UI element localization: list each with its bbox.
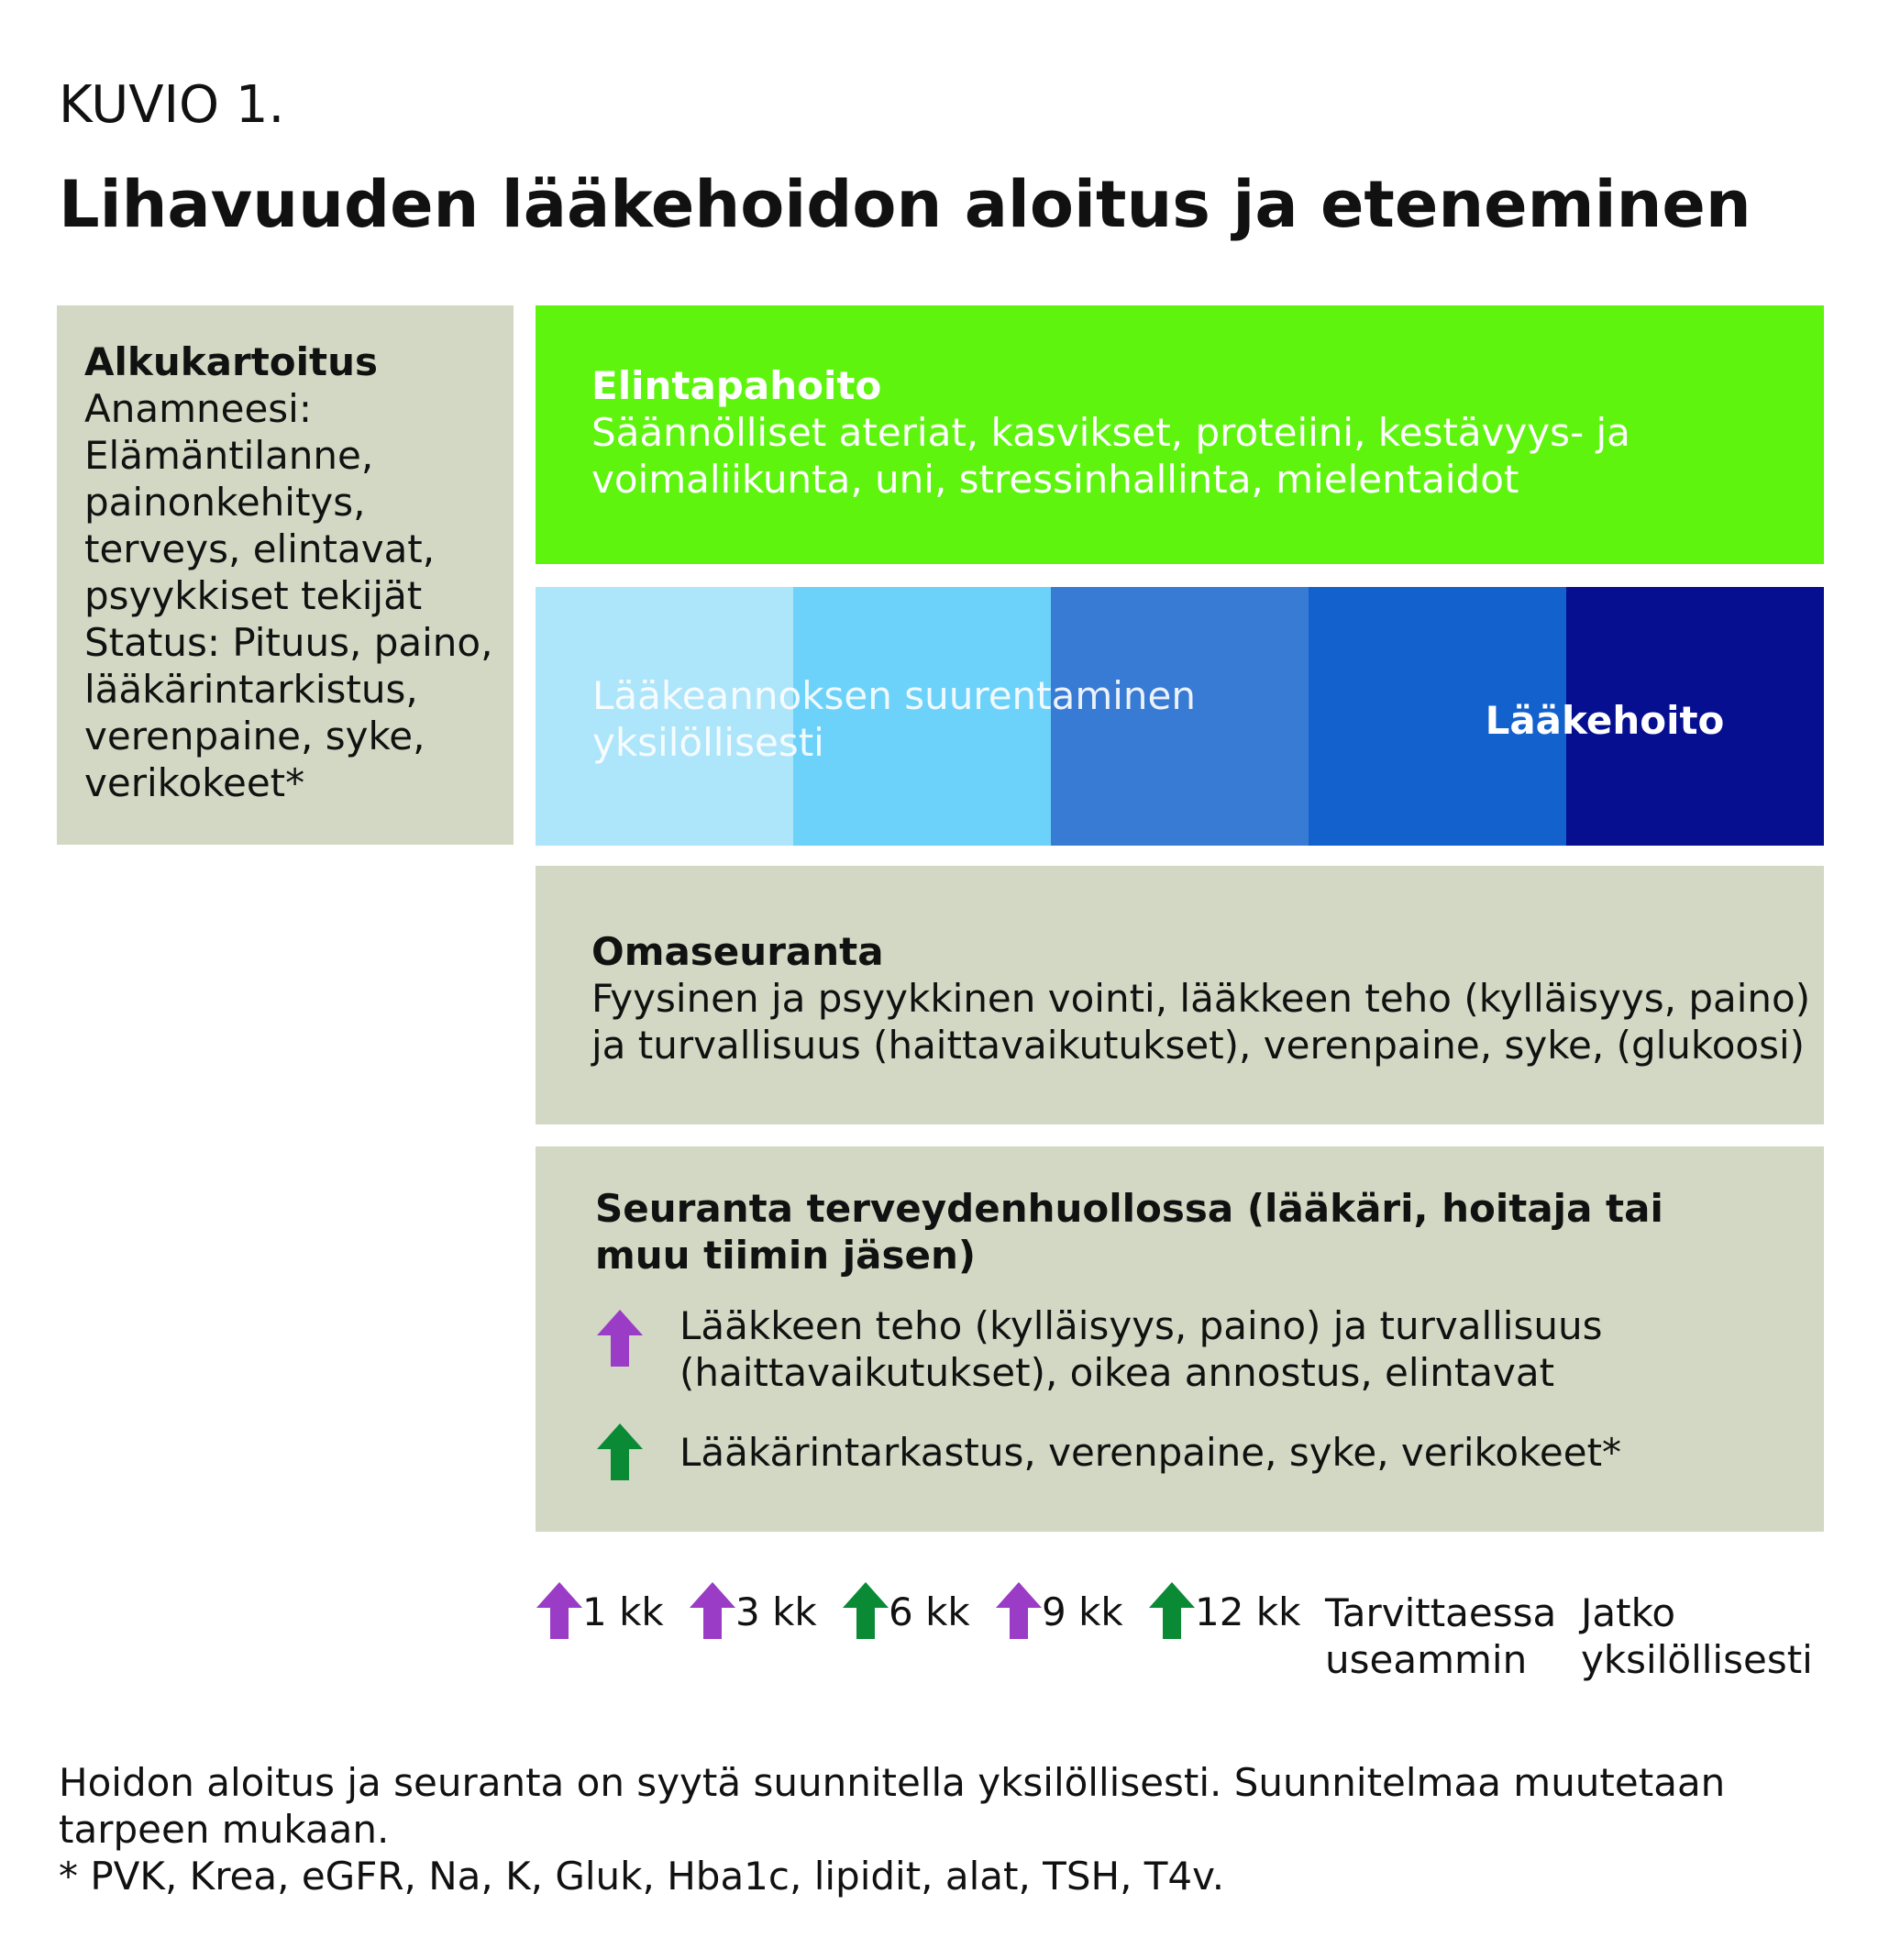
green-arrow-icon — [1147, 1580, 1197, 1641]
schedule-note-tarvittaessa — [1325, 1589, 1556, 1683]
schedule-label: 3 kk — [735, 1589, 817, 1634]
alkukartoitus-line: lääkärintarkistus, — [84, 667, 418, 712]
footnote — [59, 1759, 1801, 1899]
schedule-label: 12 kk — [1195, 1589, 1301, 1634]
schedule-label: 1 kk — [582, 1589, 664, 1634]
alkukartoitus-line: verenpaine, syke, — [84, 714, 425, 759]
schedule-note-jatko — [1581, 1589, 1813, 1683]
purple-arrow-icon — [595, 1308, 645, 1372]
seuranta-box — [536, 1146, 1824, 1532]
omaseuranta-heading: Omaseuranta — [591, 929, 884, 974]
elintapahoito-line: Säännölliset ateriat, kasvikset, proteiini, kestävyys- ja — [591, 410, 1630, 455]
footnote-line: * PVK, Krea, eGFR, Na, K, Gluk, Hba1c, lipidit, alat, TSH, T4v. — [59, 1854, 1225, 1899]
alkukartoitus-heading: Alkukartoitus — [84, 339, 379, 384]
dose-increase-text — [592, 672, 1289, 766]
schedule-note-line: yksilöllisesti — [1581, 1637, 1813, 1682]
schedule-note-line: useammin — [1325, 1637, 1528, 1682]
alkukartoitus-line: Status: Pituus, paino, — [84, 620, 493, 665]
elintapahoito-line: voimaliikunta, uni, stressinhallinta, mielentaidot — [591, 457, 1519, 502]
omaseuranta-line: ja turvallisuus (haittavaikutukset), verenpaine, syke, (glukoosi) — [591, 1023, 1806, 1068]
alkukartoitus-line: terveys, elintavat, — [84, 526, 436, 571]
purple-arrow-icon — [994, 1580, 1044, 1641]
purple-legend-line: (haittavaikutukset), oikea annostus, elintavat — [679, 1350, 1555, 1395]
omaseuranta-line: Fyysinen ja psyykkinen vointi, lääkkeen teho (kylläisyys, paino) — [591, 976, 1811, 1021]
green-arrow-icon — [595, 1422, 645, 1486]
seuranta-heading-line: Seuranta terveydenhuollossa (lääkäri, hoitaja tai — [595, 1186, 1663, 1231]
footnote-line: Hoidon aloitus ja seuranta on syytä suunnitella yksilöllisesti. Suunnitelmaa muutetaan — [59, 1760, 1726, 1805]
omaseuranta-box — [536, 866, 1824, 1124]
purple-arrow-icon — [535, 1580, 584, 1641]
alkukartoitus-line: painonkehitys, — [84, 480, 366, 525]
schedule-label: 9 kk — [1042, 1589, 1123, 1634]
alkukartoitus-line: Anamneesi: — [84, 386, 313, 431]
alkukartoitus-line: verikokeet* — [84, 760, 305, 805]
schedule-note-line: Tarvittaessa — [1325, 1590, 1557, 1635]
figure-number: KUVIO 1. — [59, 75, 285, 135]
schedule-note-line: Jatko — [1581, 1590, 1676, 1635]
dose-increase-line: Lääkeannoksen suurentaminen — [592, 673, 1197, 718]
green-arrow-icon — [841, 1580, 890, 1641]
dose-increase-line: yksilöllisesti — [592, 720, 824, 765]
alkukartoitus-line: Elämäntilanne, — [84, 433, 374, 478]
elintapahoito-box — [536, 305, 1824, 564]
purple-arrow-icon — [688, 1580, 737, 1641]
schedule-label: 6 kk — [889, 1589, 970, 1634]
alkukartoitus-line: psyykkiset tekijät — [84, 573, 423, 618]
page-title: Lihavuuden lääkehoidon aloitus ja eteneminen — [59, 167, 1751, 242]
purple-legend-line: Lääkkeen teho (kylläisyys, paino) ja turvallisuus — [679, 1303, 1603, 1348]
footnote-line: tarpeen mukaan. — [59, 1807, 390, 1852]
alkukartoitus-box — [57, 305, 514, 845]
seuranta-heading-line: muu tiimin jäsen) — [595, 1233, 977, 1278]
purple-legend-text — [679, 1302, 1602, 1396]
laakehoito-label: Lääkehoito — [1485, 698, 1725, 743]
elintapahoito-heading: Elintapahoito — [591, 363, 882, 408]
green-legend-text: Lääkärintarkastus, verenpaine, syke, verikokeet* — [679, 1430, 1622, 1475]
